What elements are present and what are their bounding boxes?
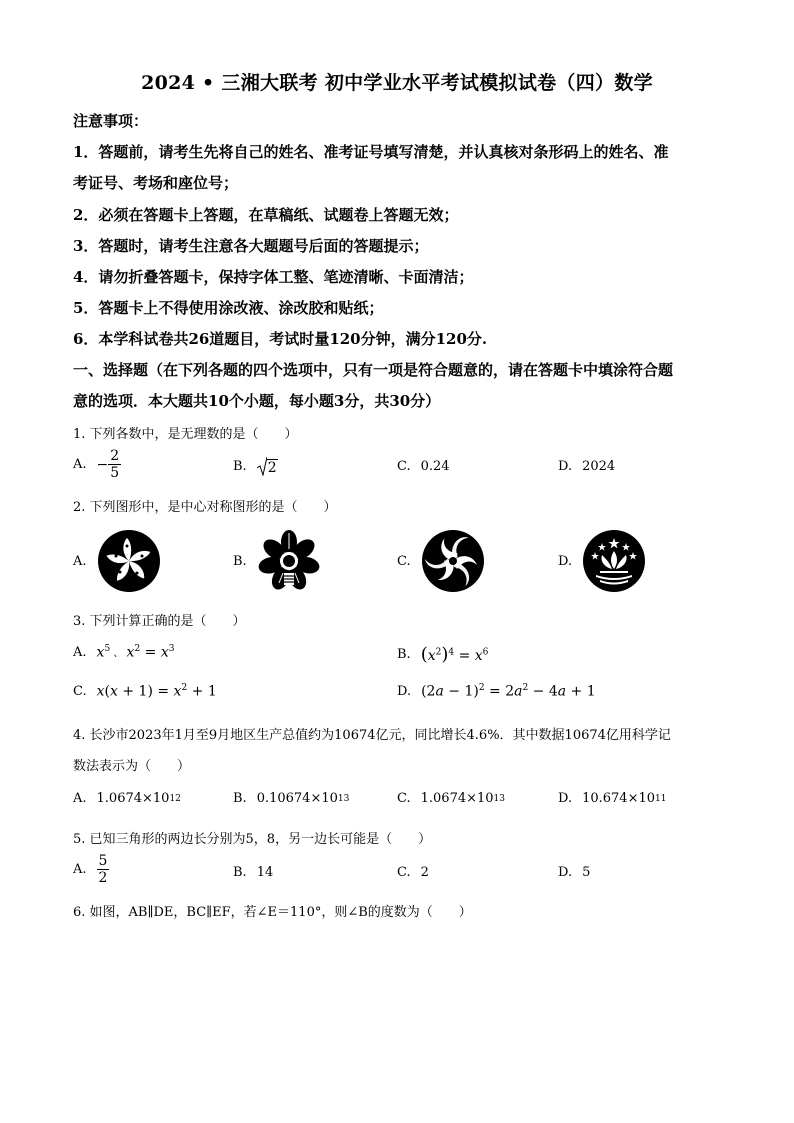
exponent: 11 <box>655 793 667 804</box>
q1-option-d <box>558 459 615 474</box>
q4-option-d <box>558 791 666 806</box>
q4-option-b <box>233 791 349 806</box>
option-value: 0.10674×10 <box>256 791 338 806</box>
option-label: C. <box>397 553 411 569</box>
option-value: 1.0674×10 <box>420 791 494 806</box>
notice-item-1: 1．答题前，请考生先将自己的姓名、准考证号填写清楚，并认真核对条形码上的姓名、准 <box>73 143 669 161</box>
notice-item-3: 3．答题时，请考生注意各大题题号后面的答题提示； <box>73 237 429 255</box>
expression: $x(x + 1) = x^2 + 1$ <box>96 683 217 700</box>
question-2-stem: 2. 下列图形中，是中心对称图形的是（ ） <box>73 500 337 515</box>
section-heading-line1: 一、选择题（在下列各题的四个选项中，只有一项是符合题意的，请在答题卡中填涂符合题 <box>73 361 674 379</box>
q3-option-d <box>397 683 596 700</box>
option-label: C. <box>397 459 411 474</box>
q1-option-c <box>397 459 450 474</box>
option-label: B. <box>233 791 247 806</box>
option-value: 5 <box>582 865 591 880</box>
exponent: 12 <box>169 793 181 804</box>
exponent: 13 <box>337 793 350 804</box>
option-label: A. <box>73 862 87 877</box>
page-title: 2024 • 三湘大联考 初中学业水平考试模拟试卷（四）数学 <box>141 72 653 94</box>
notice-item-2: 2．必须在答题卡上答题，在草稿纸、试题卷上答题无效； <box>73 206 459 224</box>
spiral-swirl-emblem-icon <box>421 529 485 593</box>
option-value: 1.0674×10 <box>96 791 170 806</box>
q2-option-c <box>397 529 485 593</box>
option-label: D. <box>558 791 573 806</box>
q5-option-b <box>233 865 273 880</box>
q3-option-c <box>73 683 217 700</box>
expression: $(x^2)^4 = x^6$ <box>420 644 489 665</box>
notice-item-5: 5．答题卡上不得使用涂改液、涂改胶和贴纸； <box>73 299 384 317</box>
option-value: 14 <box>256 865 274 880</box>
option-label: D. <box>558 459 573 474</box>
option-label: C. <box>73 683 87 699</box>
q2-option-d <box>558 529 646 593</box>
option-value: 10.674×10 <box>582 791 656 806</box>
option-label: B. <box>233 553 247 569</box>
minus-sign: − <box>96 456 109 473</box>
option-value: 2024 <box>582 459 616 474</box>
lotus-emblem-icon <box>582 529 646 593</box>
option-label: B. <box>233 865 247 880</box>
q2-option-b <box>233 529 321 593</box>
notice-item-1-cont: 考证号、考场和座位号； <box>73 174 239 192</box>
option-label: D. <box>558 865 573 880</box>
q4-option-a <box>73 791 181 806</box>
option-label: D. <box>558 553 573 569</box>
q1-option-a <box>73 448 121 481</box>
notice-item-4: 4．请勿折叠答题卡，保持字体工整、笔迹清晰、卡面清洁； <box>73 268 474 286</box>
q5-option-c <box>397 865 429 880</box>
q3-option-b <box>397 644 488 665</box>
notice-item-6: 6．本学科试卷共26道题目，考试时量120分钟，满分120分. <box>73 330 488 348</box>
option-value: 2 <box>420 865 429 880</box>
question-4-stem-line2: 数法表示为（ ） <box>73 759 191 774</box>
expression: $(2a - 1)^2 = 2a^2 - 4a + 1$ <box>421 683 596 700</box>
q4-option-c <box>397 791 505 806</box>
exponent: 13 <box>493 793 505 804</box>
option-label: A. <box>73 457 87 472</box>
option-label: A. <box>73 644 87 660</box>
q3-option-a <box>73 644 174 661</box>
question-3-stem: 3. 下列计算正确的是（ ） <box>73 614 246 629</box>
q1-option-b <box>233 456 278 476</box>
question-4-stem-line1: 4. 长沙市2023年1月至9月地区生产总值约为10674亿元，同比增长4.6%．其中数据10674亿用科学记 <box>73 728 671 743</box>
option-label: C. <box>397 865 411 880</box>
option-value: 0.24 <box>420 459 450 474</box>
square-root: 2 <box>257 456 278 476</box>
option-label: A. <box>73 553 87 569</box>
notice-heading: 注意事项： <box>73 112 149 130</box>
q2-option-a <box>73 529 161 593</box>
radical-sign-icon <box>257 456 267 476</box>
fraction: $\frac{2}{5}$ <box>110 448 120 481</box>
section-heading-line2: 意的选项．本大题共10个小题，每小题3分，共30分） <box>73 392 441 410</box>
q5-option-a <box>73 853 109 886</box>
expression: $x^5$ 、 $x^2 = x^3$ <box>96 644 175 661</box>
bauhinia-emblem-icon <box>97 529 161 593</box>
question-5-stem: 5. 已知三角形的两边长分别为5，8，另一边长可能是（ ） <box>73 832 432 847</box>
question-1-stem: 1. 下列各数中，是无理数的是（ ） <box>73 427 298 442</box>
option-label: D. <box>397 683 412 699</box>
option-label: C. <box>397 791 411 806</box>
flower-emblem-icon <box>257 529 321 593</box>
fraction: $\frac{5}{2}$ <box>98 853 108 886</box>
option-label: A. <box>73 791 87 806</box>
question-6-stem: 6. 如图，AB∥DE，BC∥EF，若∠E＝110°，则∠B的度数为（ ） <box>73 905 472 920</box>
q5-option-d <box>558 865 590 880</box>
option-label: B. <box>233 458 247 474</box>
option-label: B. <box>397 647 411 662</box>
